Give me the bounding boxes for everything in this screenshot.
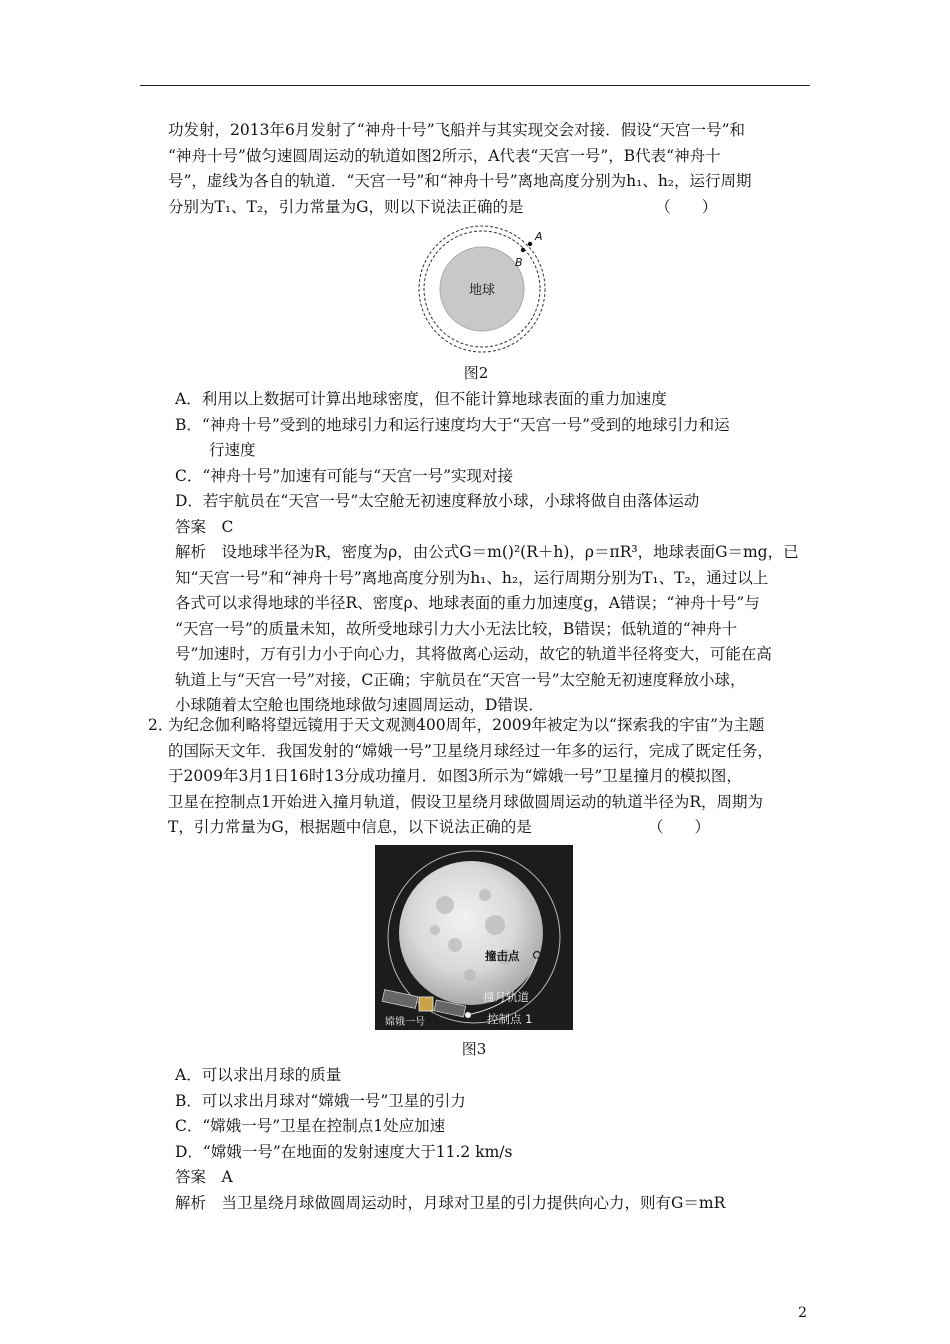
control-point-marker (465, 1012, 471, 1018)
q2-options (175, 1063, 815, 1216)
earth-label: 地球 (468, 283, 496, 298)
q1-stem-line: 号”，虚线为各自的轨道．“天宫一号”和“神舟十号”离地高度分别为h₁、h₂，运行周期 (168, 172, 752, 190)
q1-analysis (175, 540, 815, 719)
orbit-label: 撞月轨道 (483, 990, 529, 1004)
q2-stem-line: T，引力常量为G，根据题中信息，以下说法正确的是 （ ） (168, 818, 710, 836)
page-number: 2 (798, 1305, 807, 1321)
point-b-label: B (515, 256, 523, 269)
point-a-dot (528, 242, 532, 246)
q1-analysis-line: 小球随着太空舱也围绕地球做匀速圆周运动，D错误． (175, 696, 544, 714)
q1-option-a: A．利用以上数据可计算出地球密度，但不能计算地球表面的重力加速度 (175, 390, 667, 408)
moon (399, 861, 543, 1005)
q1-option-d: D．若宇航员在“天宫一号”太空舱无初速度释放小球，小球将做自由落体运动 (175, 492, 700, 510)
q2-stem (168, 713, 813, 841)
q1-analysis-line: 号”加速时，万有引力小于向心力，其将做离心运动，故它的轨道半径将变大，可能在高 (175, 645, 772, 663)
figure-2-caption: 图2 (463, 364, 489, 382)
q1-stem-line: 分别为T₁、T₂，引力常量为G，则以下说法正确的是 （ ） (168, 197, 718, 216)
q1-stem-line: 功发射，2013年6月发射了“神舟十号”飞船并与其实现交会对接．假设“天宫一号”和 (168, 121, 746, 139)
q2-answer: 答案 A (175, 1168, 233, 1186)
q2-stem-line: 于2009年3月1日16时13分成功撞月．如图3所示为“嫦娥一号”卫星撞月的模拟图， (168, 767, 742, 785)
satellite-label: 嫦娥一号 (385, 1017, 425, 1028)
q1-analysis-line: 知“天宫一号”和“神舟十号”离地高度分别为h₁、h₂，运行周期分别为T₁、T₂，通过以上 (175, 568, 769, 587)
q1-analysis-line: 轨道上与“天宫一号”对接，C正确；宇航员在“天宫一号”太空舱无初速度释放小球， (175, 670, 746, 689)
q1-analysis-line: “天宫一号”的质量未知，故所受地球引力大小无法比较，B错误；低轨道的“神舟十 (175, 619, 738, 638)
q2-analysis: 解析 当卫星绕月球做圆周运动时，月球对卫星的引力提供向心力，则有G＝mR (175, 1193, 726, 1212)
q1-stem (168, 118, 813, 220)
q1-stem-line: “神舟十号”做匀速圆周运动的轨道如图2所示，A代表“天宫一号”，B代表“神舟十 (168, 146, 721, 165)
q1-options (175, 387, 815, 540)
q1-answer: 答案 C (175, 517, 234, 536)
q1-analysis-line: 各式可以求得地球的半径R、密度ρ、地球表面的重力加速度g，A错误；“神舟十号”与 (175, 594, 760, 612)
point-a-label: A (535, 230, 543, 243)
impact-label: 撞击点 (485, 949, 520, 963)
q1-option-b-cont: 行速度 (209, 441, 256, 459)
figure-3-moon-impact-diagram (375, 845, 573, 1030)
q1-analysis-line: 解析 设地球半径为R，密度为ρ，由公式G＝m()²(R＋h)，ρ＝πR³，地球表面G＝mg，已 (175, 543, 799, 561)
q1-option-c: C．“神舟十号”加速有可能与“天宫一号”实现对接 (175, 466, 514, 485)
q2-stem-line: 卫星在控制点1开始进入撞月轨道，假设卫星绕月球做圆周运动的轨道半径为R，周期为 (168, 792, 764, 811)
q2-stem-line: 的国际天文年．我国发射的“嫦娥一号”卫星绕月球经过一年多的运行，完成了既定任务， (168, 741, 773, 760)
figure-2-orbit-diagram (415, 222, 550, 357)
point-b-dot (521, 248, 525, 252)
q2-option-b: B．可以求出月球对“嫦娥一号”卫星的引力 (175, 1091, 466, 1110)
q2-number: 2． (148, 716, 174, 734)
figure-3-caption: 图3 (461, 1040, 487, 1058)
header-rule (140, 85, 810, 86)
q2-option-c: C．“嫦娥一号”卫星在控制点1处应加速 (175, 1117, 446, 1135)
q2-option-a: A．可以求出月球的质量 (175, 1066, 342, 1084)
q1-option-b: B．“神舟十号”受到的地球引力和运行速度均大于“天宫一号”受到的地球引力和运 (175, 415, 730, 434)
control-point-label: 控制点 1 (487, 1012, 533, 1026)
q2-stem-line: 为纪念伽利略将望远镜用于天文观测400周年，2009年被定为以“探索我的宇宙”为主题 (168, 716, 765, 734)
q2-option-d: D．“嫦娥一号”在地面的发射速度大于11.2 km/s (175, 1142, 513, 1161)
